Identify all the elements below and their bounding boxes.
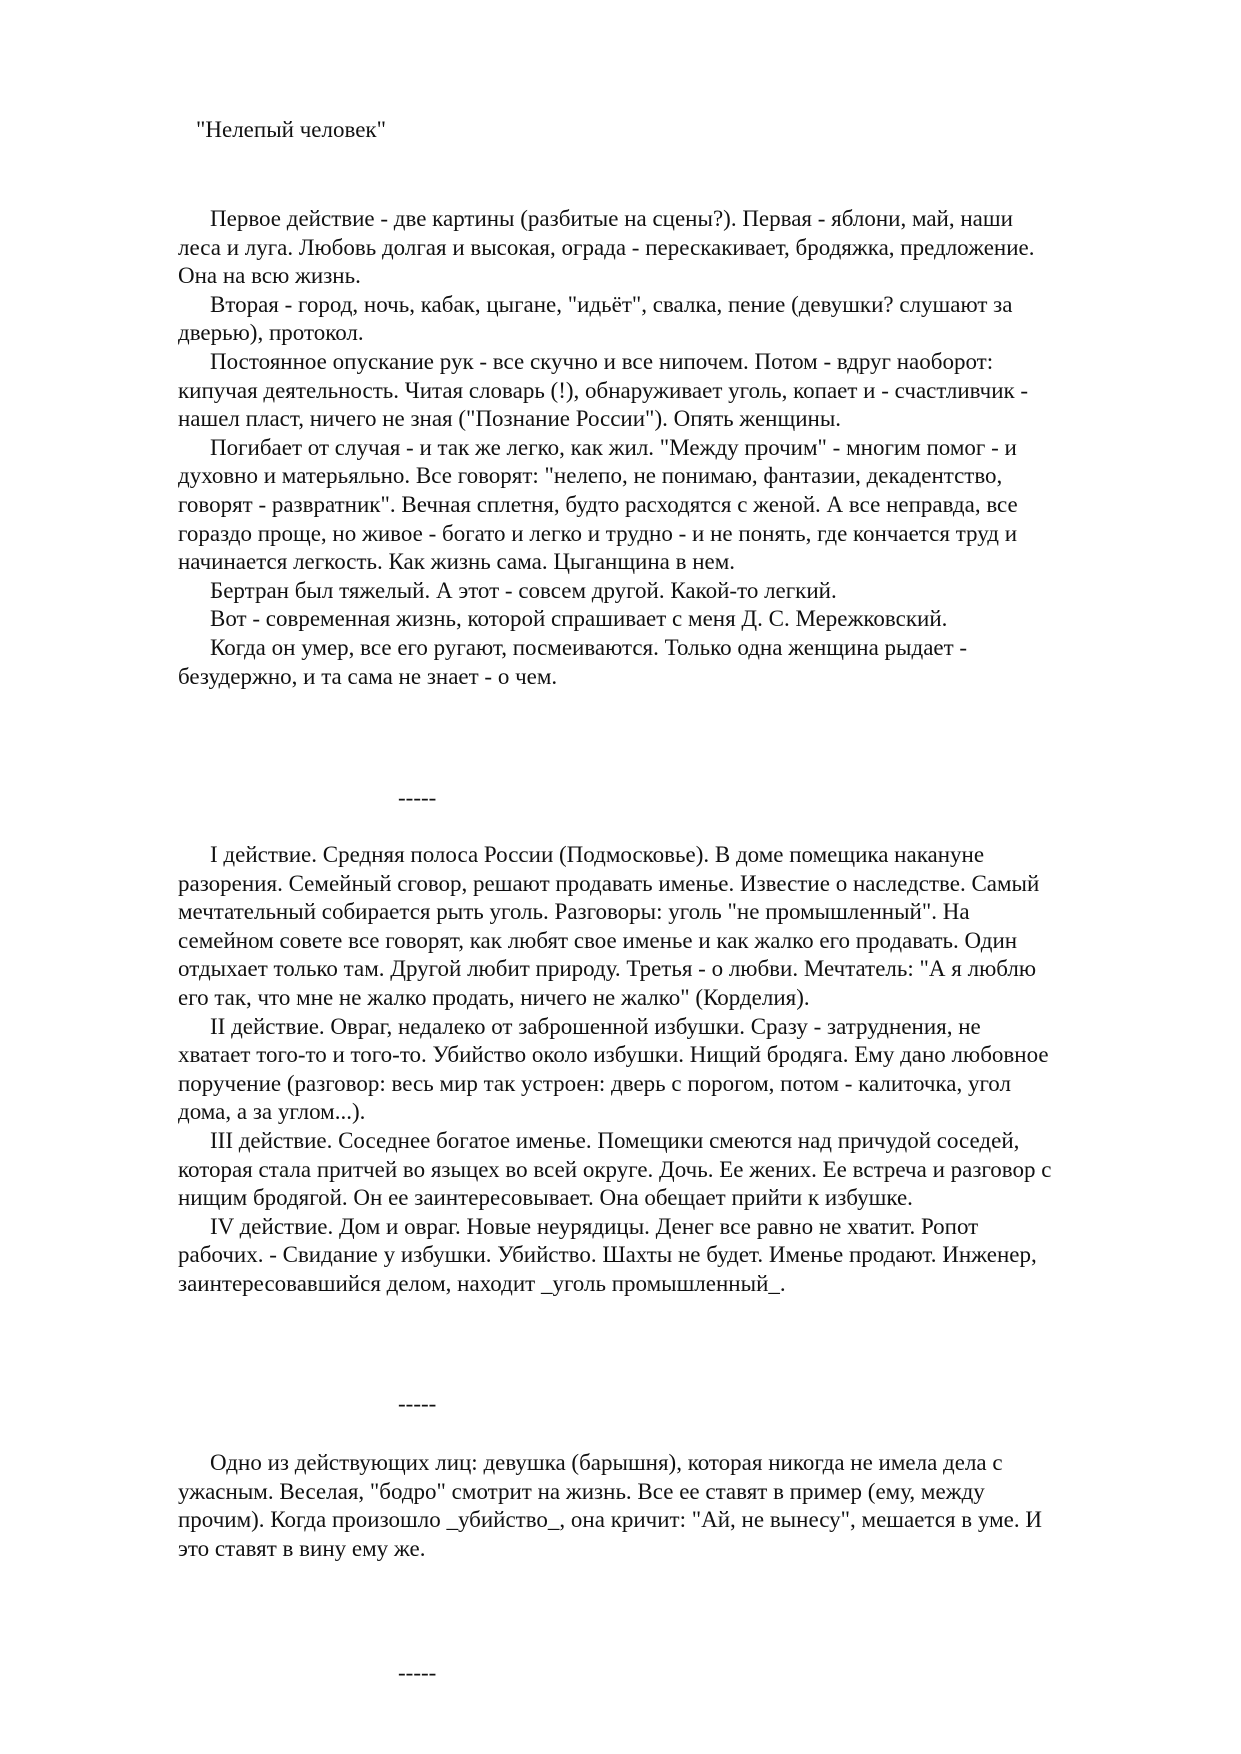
section-separator: ----- [398,1660,437,1685]
paragraph: Погибает от случая - и так же легко, как жил. "Между прочим" - многим помог - и духовно и матерьяльно. Все говорят: "нелепо, не понимаю, фантазии, декадентство, говорят - развратник". Вечная сплетня, будто расходятся с женой. А все неправда, все гораздо проще, но живое - богато и легко и трудно - и не понять, где кончается труд и начинается легкость. Как жизнь сама. Цыганщина в нем. [178,434,1018,575]
section-separator: ----- [398,1391,437,1416]
paragraph: Постоянное опускание рук - все скучно и все нипочем. Потом - вдруг наоборот: кипучая деятельность. Читая словарь (!), обнаруживает уголь, копает и - счастливчик - нашел пласт, ничего не зная ("Познание России"). Опять женщины. [178,348,1029,432]
paragraph: Бертран был тяжелый. А этот - совсем другой. Какой-то легкий. [210,577,837,603]
paragraph: II действие. Овраг, недалеко от заброшенной избушки. Сразу - затруднения, не хватает того-то и того-то. Убийство около избушки. Нищий бродяга. Ему дано любовное поручение (разговор: весь мир так устроен: дверь с порогом, потом - калиточка, угол дома, а за углом...). [178,1013,1049,1125]
document-title: "Нелепый человек" [196,117,386,142]
paragraph: I действие. Средняя полоса России (Подмосковье). В доме помещика накануне разорения. Семейный сговор, решают продавать именье. Известие о наследстве. Самый мечтательный собирается рыть уголь. Разговоры: уголь "не промышленный". На семейном совете все говорят, как любят свое именье и как жалко его продавать. Один отдыхает только там. Другой любит природу. Третья - о любви. Мечтатель: "А я люблю его так, что мне не жалко продать, ничего не жалко" (Корделия). [178,842,1040,1010]
paragraph: Первое действие - две картины (разбитые на сцены?). Первая - яблони, май, наши леса и луга. Любовь долгая и высокая, ограда - перескакивает, бродяжка, предложение. Она на всю жизнь. [178,206,1035,289]
paragraph: III действие. Соседнее богатое именье. Помещики смеются над причудой соседей, которая стала притчей во языцех во всей округе. Дочь. Ее жених. Ее встреча и разговор с нищим бродягой. Он ее заинтересовывает. Она обещает прийти к избушке. [178,1127,1052,1211]
section-separator: ----- [398,785,437,810]
section-character-note [178,1449,1058,1563]
paragraph: Когда он умер, все его ругают, посмеиваются. Только одна женщина рыдает - безудержно, и та сама не знает - о чем. [178,634,968,689]
paragraph: Вторая - город, ночь, кабак, цыгане, "идьёт", свалка, пение (девушки? слушают за дверью), протокол. [178,291,1013,346]
paragraph: IV действие. Дом и овраг. Новые неурядицы. Денег все равно не хватит. Ропот рабочих. - Свидание у избушки. Убийство. Шахты не будет. Именье продают. Инженер, заинтересовавшийся делом, находит _уголь промышленный_. [178,1213,1037,1296]
paragraph: Вот - современная жизнь, которой спрашивает с меня Д. С. Мережковский. [210,606,948,632]
section-acts-plan [178,841,1058,1299]
paragraph: Одно из действующих лиц: девушка (барышня), которая никогда не имела дела с ужасным. Веселая, "бодро" смотрит на жизнь. Все ее ставят в пример (ему, между прочим). Когда произошло _убийство_, она кричит: "Ай, не вынесу", мешается в уме. И это ставят в вину ему же. [178,1450,1042,1561]
section-first-draft [178,205,1058,691]
